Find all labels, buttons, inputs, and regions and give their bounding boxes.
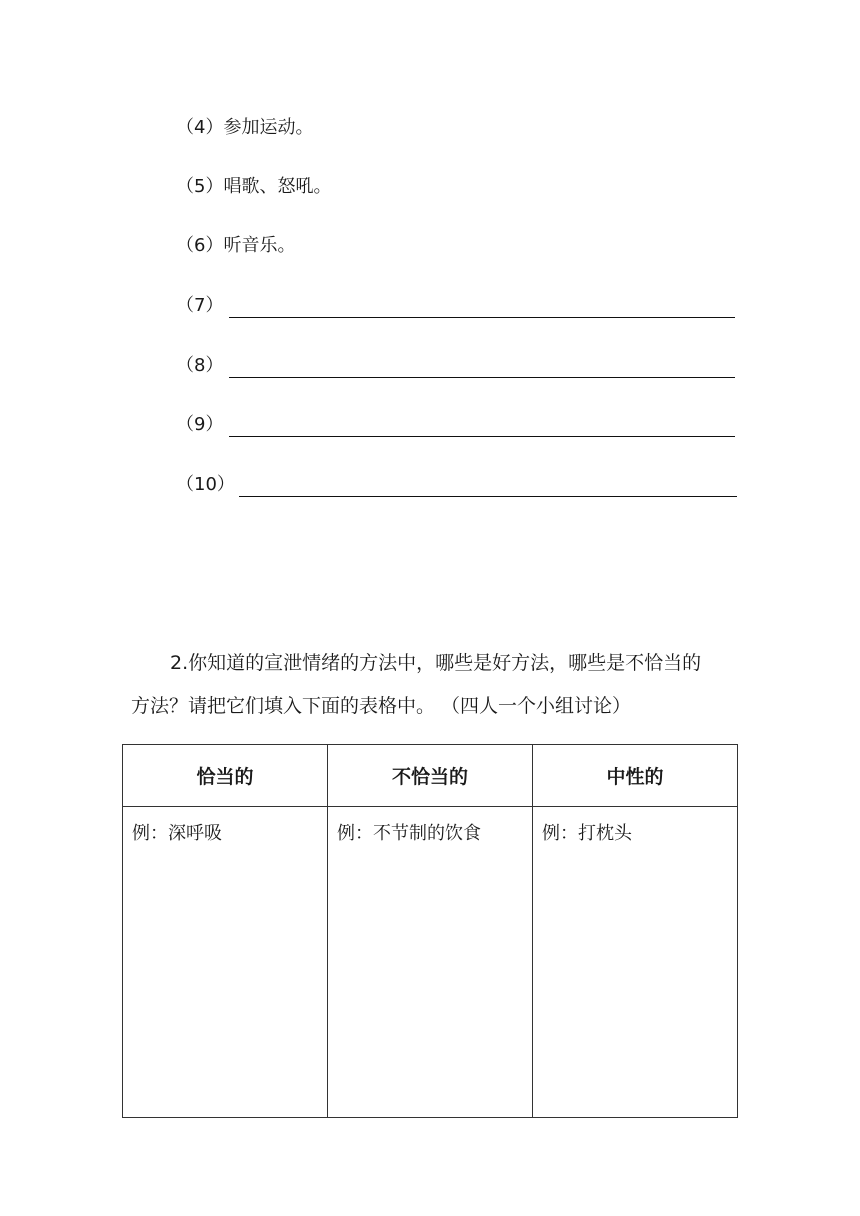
- cell-appropriate[interactable]: [123, 807, 328, 1118]
- question-line-2: 方法？请把它们填入下面的表格中。 （四人一个小组讨论）: [131, 695, 632, 717]
- cell-inappropriate[interactable]: [328, 807, 533, 1118]
- example-text: 例：不节制的饮食: [337, 823, 481, 844]
- blank-item-8[interactable]: [176, 354, 735, 378]
- item-number: （4）: [176, 117, 224, 138]
- cell-neutral[interactable]: [533, 807, 738, 1118]
- list-item-5: [176, 175, 331, 199]
- example-text: 例：打枕头: [542, 823, 632, 844]
- list-item-6: [176, 234, 295, 258]
- answer-line[interactable]: [229, 297, 735, 318]
- item-text: 听音乐。: [223, 235, 296, 256]
- item-text: 参加运动。: [223, 117, 314, 138]
- item-number: （5）: [176, 176, 224, 197]
- item-number: （6）: [176, 235, 224, 256]
- example-text: 例：深呼吸: [132, 823, 222, 844]
- blank-number: （10）: [176, 474, 235, 495]
- blank-number: （7）: [176, 295, 224, 316]
- blank-item-9[interactable]: [176, 413, 735, 437]
- table-header-row: [123, 745, 738, 807]
- blank-number: （9）: [176, 414, 224, 435]
- header-appropriate: 恰当的: [123, 745, 328, 807]
- answer-line[interactable]: [229, 416, 735, 437]
- blank-item-7[interactable]: [176, 294, 735, 318]
- blank-number: （8）: [176, 355, 224, 376]
- answer-line[interactable]: [239, 476, 737, 497]
- item-text: 唱歌、怒吼。: [223, 176, 332, 197]
- classification-table: [122, 744, 738, 1118]
- list-item-4: [176, 116, 313, 140]
- header-neutral: 中性的: [533, 745, 738, 807]
- question-line-1: 2.你知道的宣泄情绪的方法中，哪些是好方法，哪些是不恰当的: [170, 652, 702, 674]
- header-inappropriate: 不恰当的: [328, 745, 533, 807]
- table-row: [123, 807, 738, 1118]
- blank-item-10[interactable]: [176, 473, 737, 497]
- answer-line[interactable]: [229, 357, 735, 378]
